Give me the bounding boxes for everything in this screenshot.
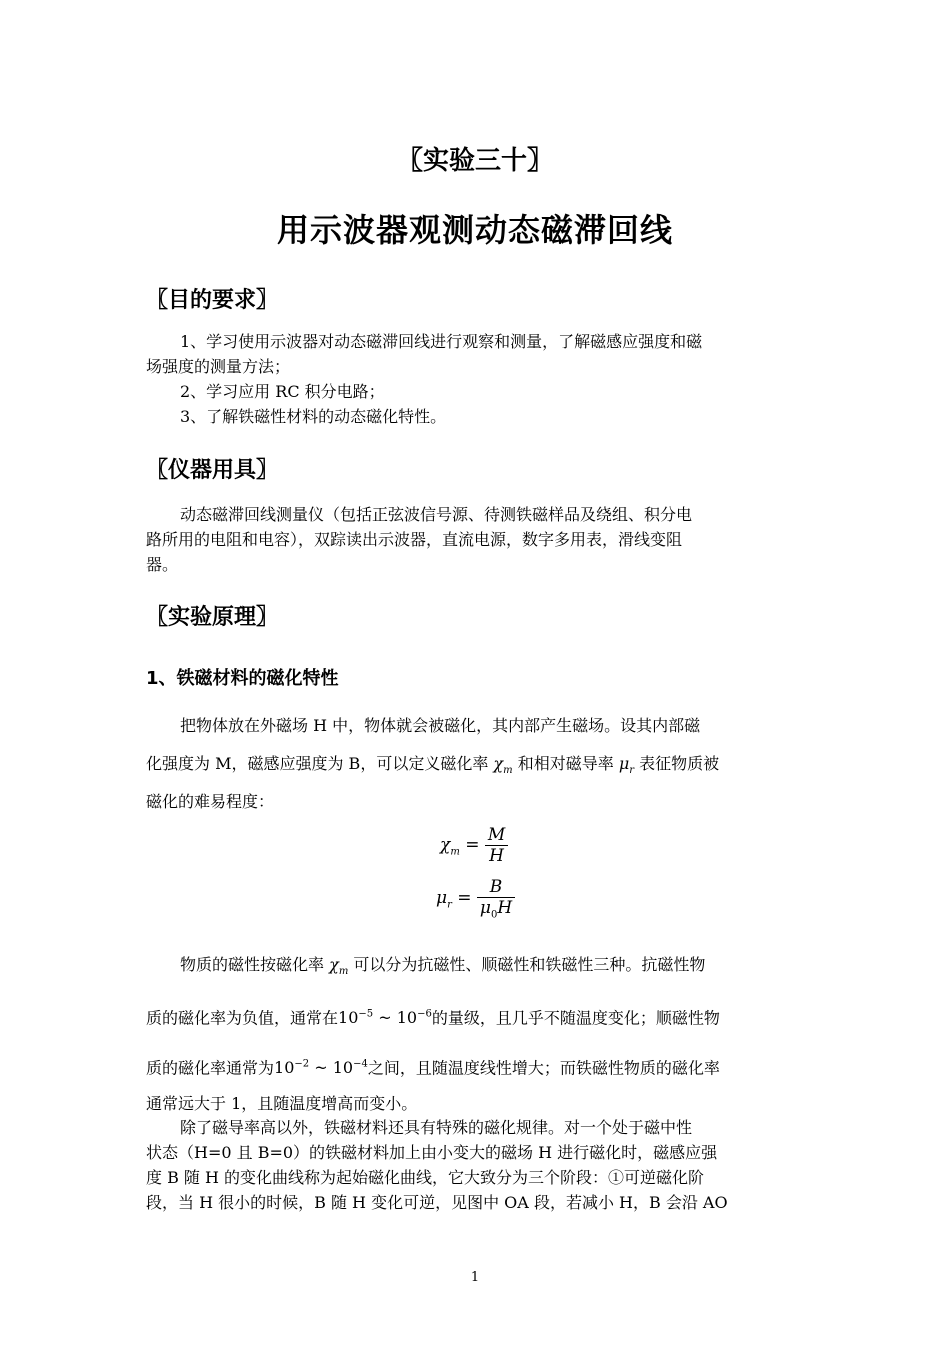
purpose-item-2: 2、学习应用 RC 积分电路； bbox=[180, 382, 385, 401]
principle-p3-line-2: 状态（H=0 且 B=0）的铁磁材料加上由小变大的磁场 H 进行磁化时，磁感应强 bbox=[146, 1143, 718, 1162]
principle-subheading: 1、铁磁材料的磁化特性 bbox=[146, 668, 339, 689]
principle-p3-line-1: 除了磁导率高以外，铁磁材料还具有特殊的磁化规律。对一个处于磁中性 bbox=[180, 1118, 693, 1137]
purpose-heading: 〖目的要求〗 bbox=[146, 288, 279, 313]
equipment-line-3: 器。 bbox=[146, 555, 179, 574]
principle-p3-line-3: 度 B 随 H 的变化曲线称为起始磁化曲线，它大致分为三个阶段：①可逆磁化阶 bbox=[146, 1168, 705, 1187]
purpose-item-1-line-2: 场强度的测量方法； bbox=[146, 357, 291, 376]
equipment-heading: 〖仪器用具〗 bbox=[146, 458, 279, 483]
purpose-item-3: 3、了解铁磁性材料的动态磁化特性。 bbox=[180, 407, 447, 426]
principle-p2-line-1: 物质的磁性按磁化率 $\chi_m$ 可以分为抗磁性、顺磁性和铁磁性三种。抗磁性物 bbox=[180, 955, 706, 978]
formula-permeability: $\mu_r$ = $\frac{B}{\mu_0H}$ bbox=[436, 877, 515, 920]
principle-p2-line-2: 质的磁化率为负值，通常在$10^{-5}$ ~ $10^{-6}$的量级，且几乎不随温度变化；顺磁性物 bbox=[146, 1008, 720, 1028]
equipment-line-1: 动态磁滞回线测量仪（包括正弦波信号源、待测铁磁样品及绕组、积分电 bbox=[180, 505, 693, 524]
purpose-item-1-line-1: 1、学习使用示波器对动态磁滞回线进行观察和测量，了解磁感应强度和磁 bbox=[180, 332, 703, 351]
principle-p1-line-3: 磁化的难易程度： bbox=[146, 792, 275, 811]
experiment-number: 〖实验三十〗 bbox=[396, 146, 553, 176]
principle-p3-line-4: 段，当 H 很小的时候，B 随 H 变化可逆，见图中 OA 段，若减小 H，B 会沿 AO bbox=[146, 1193, 728, 1212]
mu-r-symbol: $\mu_r$ bbox=[618, 754, 634, 777]
principle-heading: 〖实验原理〗 bbox=[146, 605, 279, 630]
range-1: $10^{-5}$ ~ $10^{-6}$ bbox=[338, 1008, 432, 1028]
page-number: 1 bbox=[470, 1270, 480, 1285]
chi-m-symbol: $\chi_m$ bbox=[493, 754, 513, 777]
principle-p2-line-4: 通常远大于 1，且随温度增高而变小。 bbox=[146, 1094, 418, 1113]
principle-p2-line-3: 质的磁化率通常为$10^{-2}$ ~ $10^{-4}$之间，且随温度线性增大；而铁磁性物质的磁化率 bbox=[146, 1058, 720, 1078]
equipment-line-2: 路所用的电阻和电容），双踪读出示波器，直流电源，数字多用表，滑线变阻 bbox=[146, 530, 683, 549]
formula-susceptibility: $\chi_m$ = $\frac{M}{H}$ bbox=[440, 825, 508, 866]
page-title: 用示波器观测动态磁滞回线 bbox=[276, 211, 673, 249]
principle-p1-line-2: 化强度为 M，磁感应强度为 B，可以定义磁化率 $\chi_m$ 和相对磁导率 $\mu_r$ 表征物质被 bbox=[146, 754, 720, 777]
range-2: $10^{-2}$ ~ $10^{-4}$ bbox=[274, 1058, 368, 1078]
principle-p1-line-1: 把物体放在外磁场 H 中，物体就会被磁化，其内部产生磁场。设其内部磁 bbox=[180, 716, 701, 735]
